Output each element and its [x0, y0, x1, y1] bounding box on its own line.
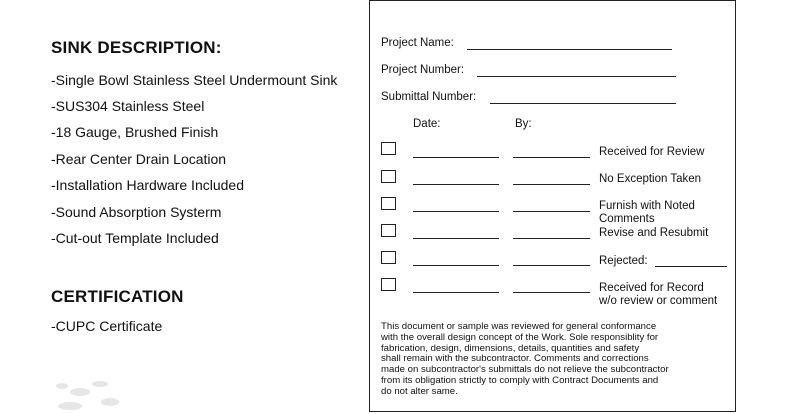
spec-item: -Rear Center Drain Location — [51, 151, 227, 167]
project-name-label: Project Name: — [381, 37, 454, 49]
status-label: Received for Review — [599, 146, 705, 158]
rejected-reason-line — [655, 266, 727, 267]
by-column-header: By: — [515, 118, 532, 130]
by-line — [513, 211, 590, 212]
no-exception-taken-checkbox — [381, 170, 396, 183]
spec-item: -Cut-out Template Included — [51, 230, 219, 246]
submittal-number-label: Submittal Number: — [381, 91, 477, 103]
spec-item: -SUS304 Stainless Steel — [51, 98, 205, 114]
date-column-header: Date: — [413, 118, 441, 130]
scan-smudge — [40, 372, 130, 412]
status-label: Revise and Resubmit — [599, 227, 709, 239]
status-label: Received for Record — [599, 282, 704, 294]
by-line — [513, 265, 590, 266]
review-disclaimer — [381, 322, 737, 398]
project-number-line — [477, 76, 676, 77]
spec-item: -Installation Hardware Included — [51, 177, 244, 193]
sink-description-heading: SINK DESCRIPTION: — [51, 38, 222, 57]
status-label: No Exception Taken — [599, 173, 702, 185]
disclaimer-line: fabrication, design, dimensions, details, quantities and safety — [381, 342, 640, 354]
spec-item: -18 Gauge, Brushed Finish — [51, 124, 219, 140]
by-line — [513, 292, 590, 293]
certification-heading: CERTIFICATION — [51, 287, 184, 306]
status-label: Rejected: — [599, 255, 648, 267]
date-line — [413, 211, 499, 212]
furnish-with-noted-comments-checkbox — [381, 197, 396, 210]
by-line — [513, 157, 590, 158]
date-line — [413, 265, 499, 266]
received-for-record-checkbox — [381, 278, 396, 291]
status-label-cont: Comments — [599, 213, 655, 225]
date-line — [413, 157, 499, 158]
disclaimer-line: This document or sample was reviewed for general conformance — [381, 321, 657, 332]
disclaimer-line: made on subcontractor's submittals do not relieve the subcontractor — [381, 364, 669, 376]
spec-item: -Single Bowl Stainless Steel Undermount Sink — [51, 72, 338, 88]
disclaimer-line: with the overall design concept of the Work. Sole responsiblity for — [381, 331, 659, 343]
date-line — [413, 184, 499, 185]
status-label: Furnish with Noted — [599, 200, 695, 212]
by-line — [513, 238, 590, 239]
by-line — [513, 184, 590, 185]
received-for-review-checkbox — [381, 142, 396, 155]
disclaimer-line: do not alter same. — [381, 385, 458, 397]
disclaimer-line: shall remain with the subcontractor. Comments and corrections — [381, 353, 649, 365]
certification-item: -CUPC Certificate — [51, 318, 163, 334]
disclaimer-line: from its obligation strictly to comply with Contract Documents and — [381, 374, 659, 386]
revise-and-resubmit-checkbox — [381, 224, 396, 237]
project-number-label: Project Number: — [381, 64, 465, 76]
status-label-cont: w/o review or comment — [599, 295, 718, 307]
spec-item: -Sound Absorption Systerm — [51, 204, 222, 220]
project-name-line — [467, 49, 672, 50]
rejected-checkbox — [381, 251, 396, 264]
date-line — [413, 292, 499, 293]
date-line — [413, 238, 499, 239]
submittal-number-line — [490, 103, 676, 104]
